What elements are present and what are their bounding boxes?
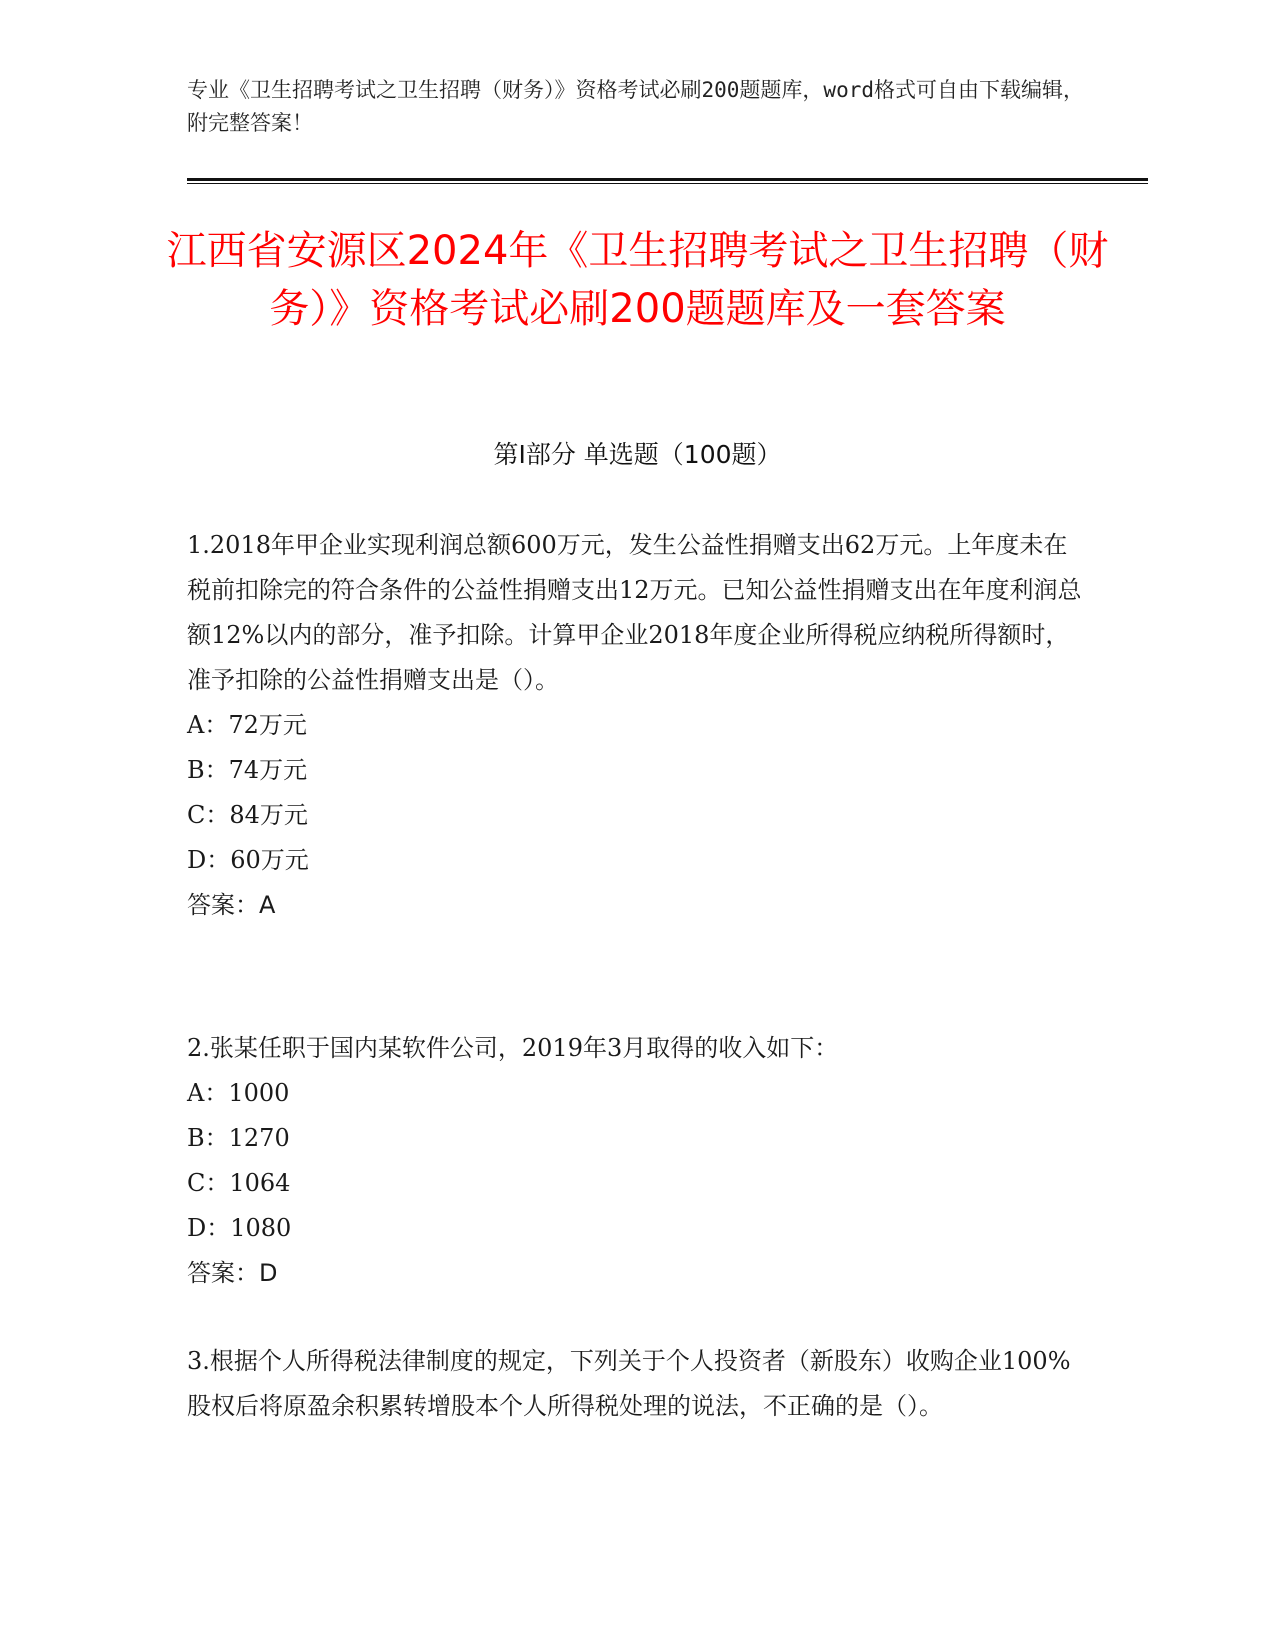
option-d: D：60万元 (187, 846, 309, 874)
question-2 (187, 1026, 1082, 1296)
option-a: A：1000 (187, 1079, 290, 1107)
header-note: 专业《卫生招聘考试之卫生招聘（财务）》资格考试必刷200题题库，word格式可自由下载编辑，附完整答案！ (187, 78, 1084, 135)
answer: 答案：D (187, 1259, 278, 1287)
question-stem: 1.2018年甲企业实现利润总额600万元，发生公益性捐赠支出62万元。上年度未在税前扣除完的符合条件的公益性捐赠支出12万元。已知公益性捐赠支出在年度利润总额12%以内的部分，准予扣除。计算甲企业2018年度企业所得税应纳税所得额时，准予扣除的公益性捐赠支出是（）。 (187, 531, 1082, 694)
answer: 答案：A (187, 891, 276, 919)
option-a: A：72万元 (187, 711, 307, 739)
option-c: C：1064 (187, 1169, 291, 1197)
header-rule-thick (187, 178, 1148, 181)
question-stem: 2.张某任职于国内某软件公司，2019年3月取得的收入如下： (187, 1034, 839, 1062)
question-3 (187, 1339, 1082, 1429)
option-c: C：84万元 (187, 801, 308, 829)
option-d: D：1080 (187, 1214, 292, 1242)
question-1 (187, 523, 1082, 928)
question-stem: 3.根据个人所得税法律制度的规定，下列关于个人投资者（新股东）收购企业100%股权后将原盈余积累转增股本个人所得税处理的说法，不正确的是（）。 (187, 1347, 1071, 1420)
section-heading: 第Ⅰ部分 单选题（100题） (493, 440, 782, 469)
option-b: B：1270 (187, 1124, 290, 1152)
option-b: B：74万元 (187, 756, 308, 784)
document-title: 江西省安源区2024年《卫生招聘考试之卫生招聘（财务）》资格考试必刷200题题库及一套答案 (166, 228, 1109, 332)
header-rule-thin (187, 183, 1148, 184)
